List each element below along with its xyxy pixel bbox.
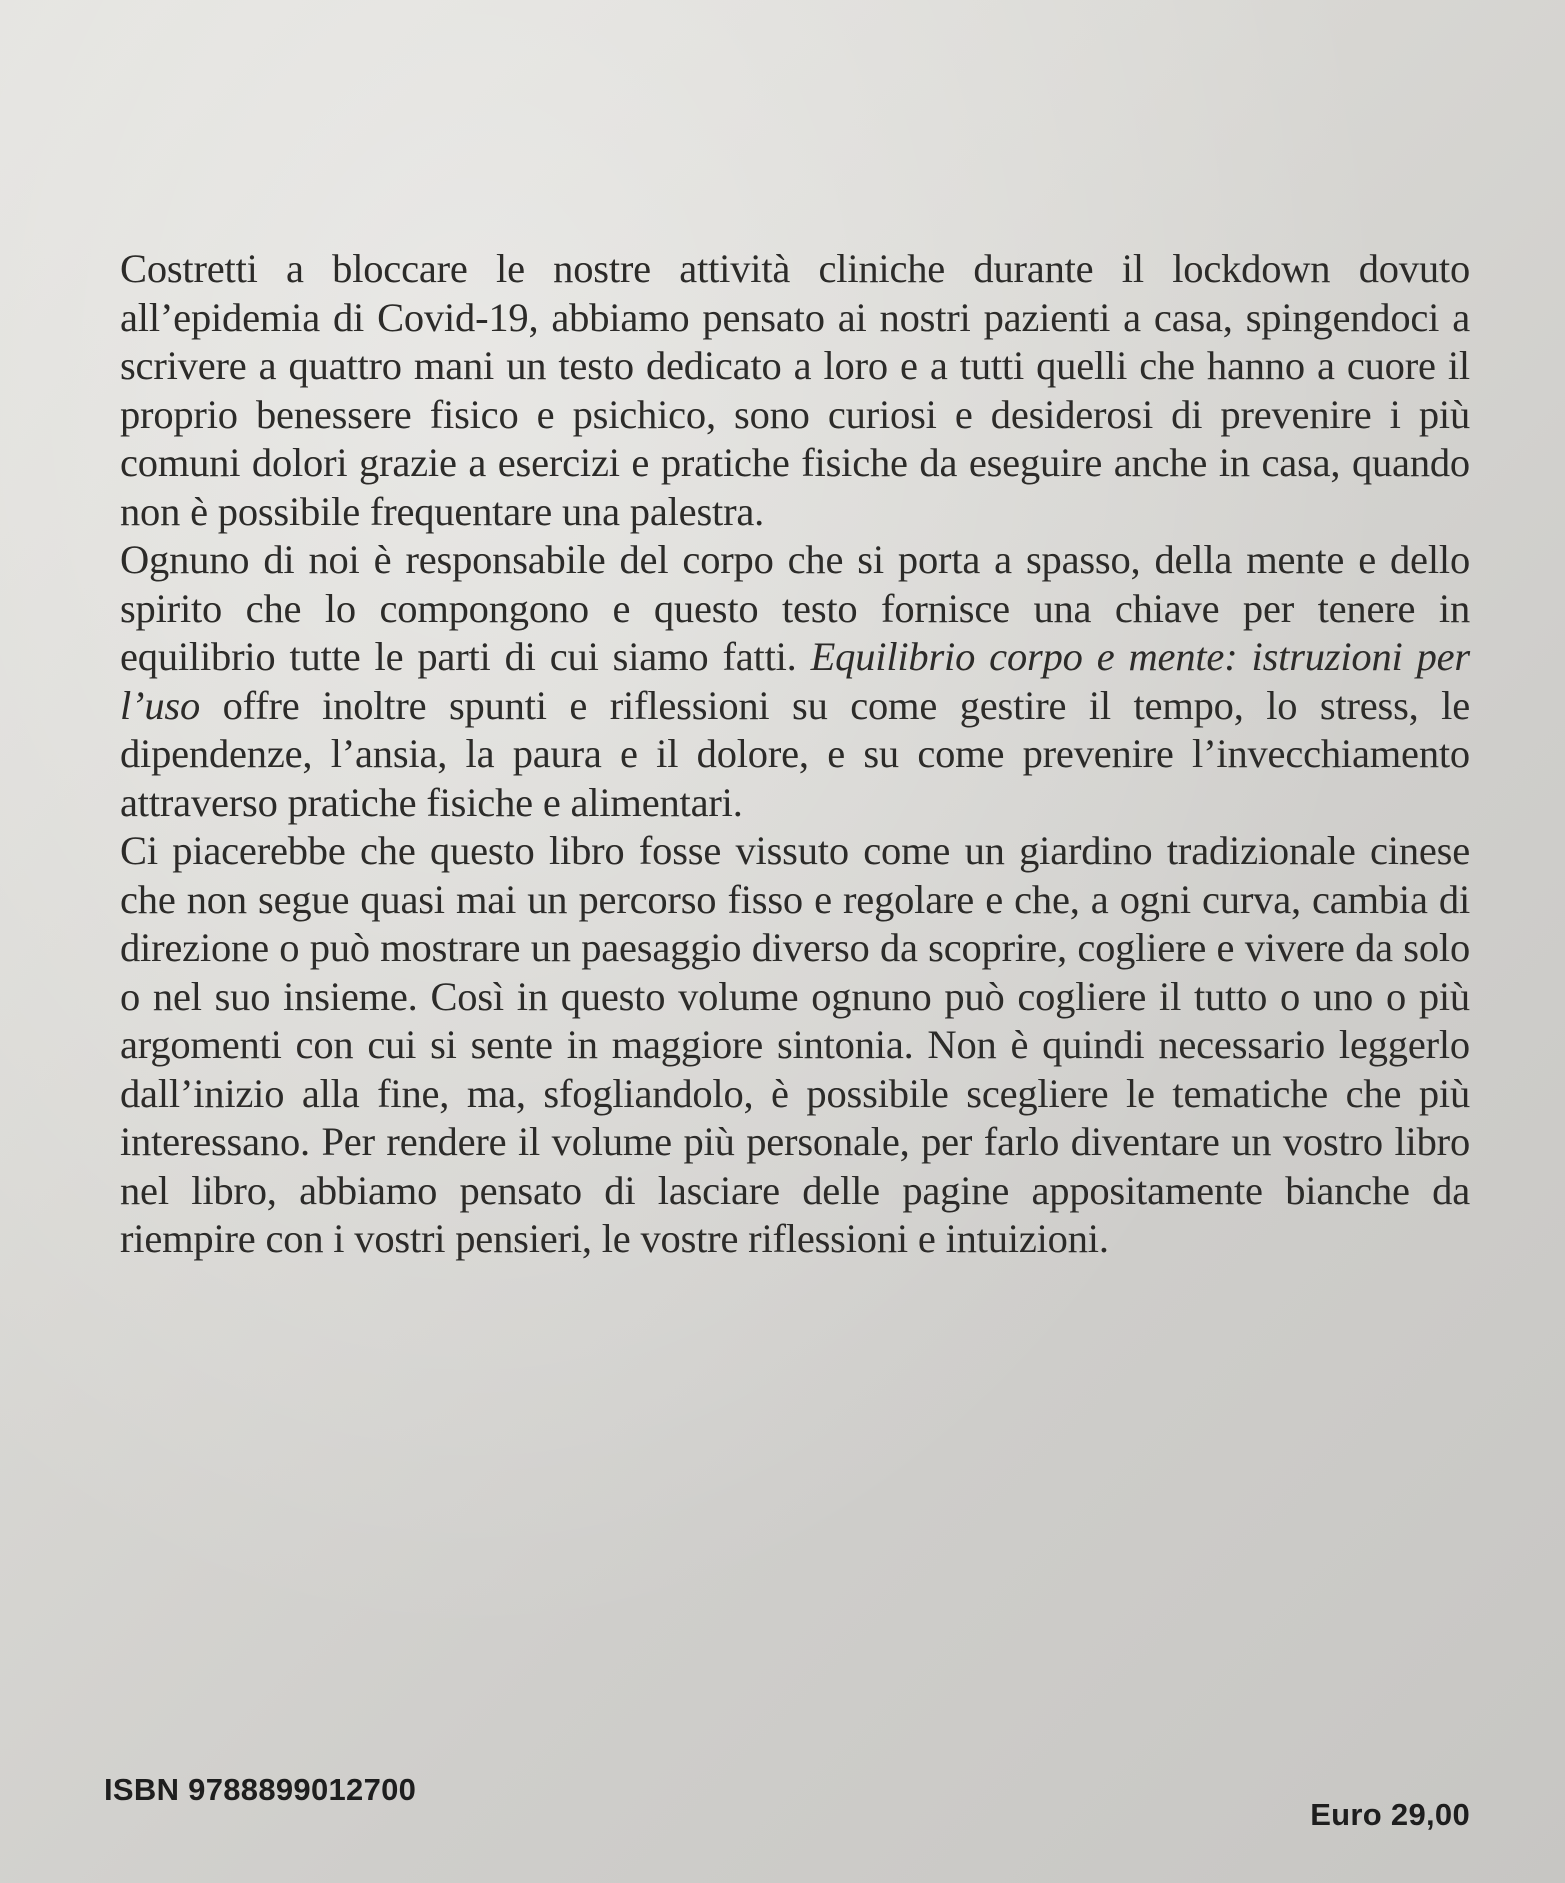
blurb-paragraph-3: Ci piacerebbe che questo libro fosse vissuto come un giardino tradizionale cinese che non segue quasi mai un percorso fisso e regolare e che, a ogni curva, cambia di direzione o può mostrare un paesaggio diverso da scoprire, cogliere e vivere da solo o nel suo insieme. Così in questo volume ognuno può cogliere il tutto o uno o più argomenti con cui si sente in maggiore sintonia. Non è quindi necessario leggerlo dall’inizio alla fine, ma, sfogliandolo, è possibile scegliere le tematiche che più interessano. Per rendere il volume più personale, per farlo diventare un vostro libro nel libro, abbiamo pensato di lasciare delle pagine appositamente bianche da riempire con i vostri pensieri, le vostre riflessioni e intuizioni. — [120, 828, 1470, 1261]
book-title-italic: Equilibrio corpo e mente: istruzioni per l’uso — [120, 634, 1470, 728]
blurb-paragraph-2-end: offre inoltre spunti e riflessioni su come gestire il tempo, lo stress, le dipendenze, l’ansia, la paura e il dolore, e su come prevenire l’invecchiamento attraverso pratiche fisiche e alimentari. — [120, 682, 1470, 825]
blurb-paragraph-1: Costretti a bloccare le nostre attività cliniche durante il lockdown dovuto all’epidemia di Covid-19, abbiamo pensato ai nostri pazienti a casa, spingendoci a scrivere a quattro mani un testo dedicato a loro e a tutti quelli che hanno a cuore il proprio benessere fisico e psichico, sono curiosi e desiderosi di prevenire i più comuni dolori grazie a esercizi e pratiche fisiche da eseguire anche in casa, quando non è possibile frequentare una palestra. — [120, 246, 1470, 534]
back-cover-blurb — [120, 245, 1470, 1264]
isbn-label: ISBN 9788899012700 — [104, 1772, 417, 1807]
blurb-paragraph-2-start: Ognuno di noi è responsabile del corpo che si porta a spasso, della mente e dello spirito che lo compongono e questo testo fornisce una chiave per tenere in equilibrio tutte le parti di cui siamo fatti. — [120, 537, 1470, 679]
price-label: Euro 29,00 — [1310, 1797, 1470, 1832]
blurb-paragraph-2 — [120, 536, 1470, 827]
